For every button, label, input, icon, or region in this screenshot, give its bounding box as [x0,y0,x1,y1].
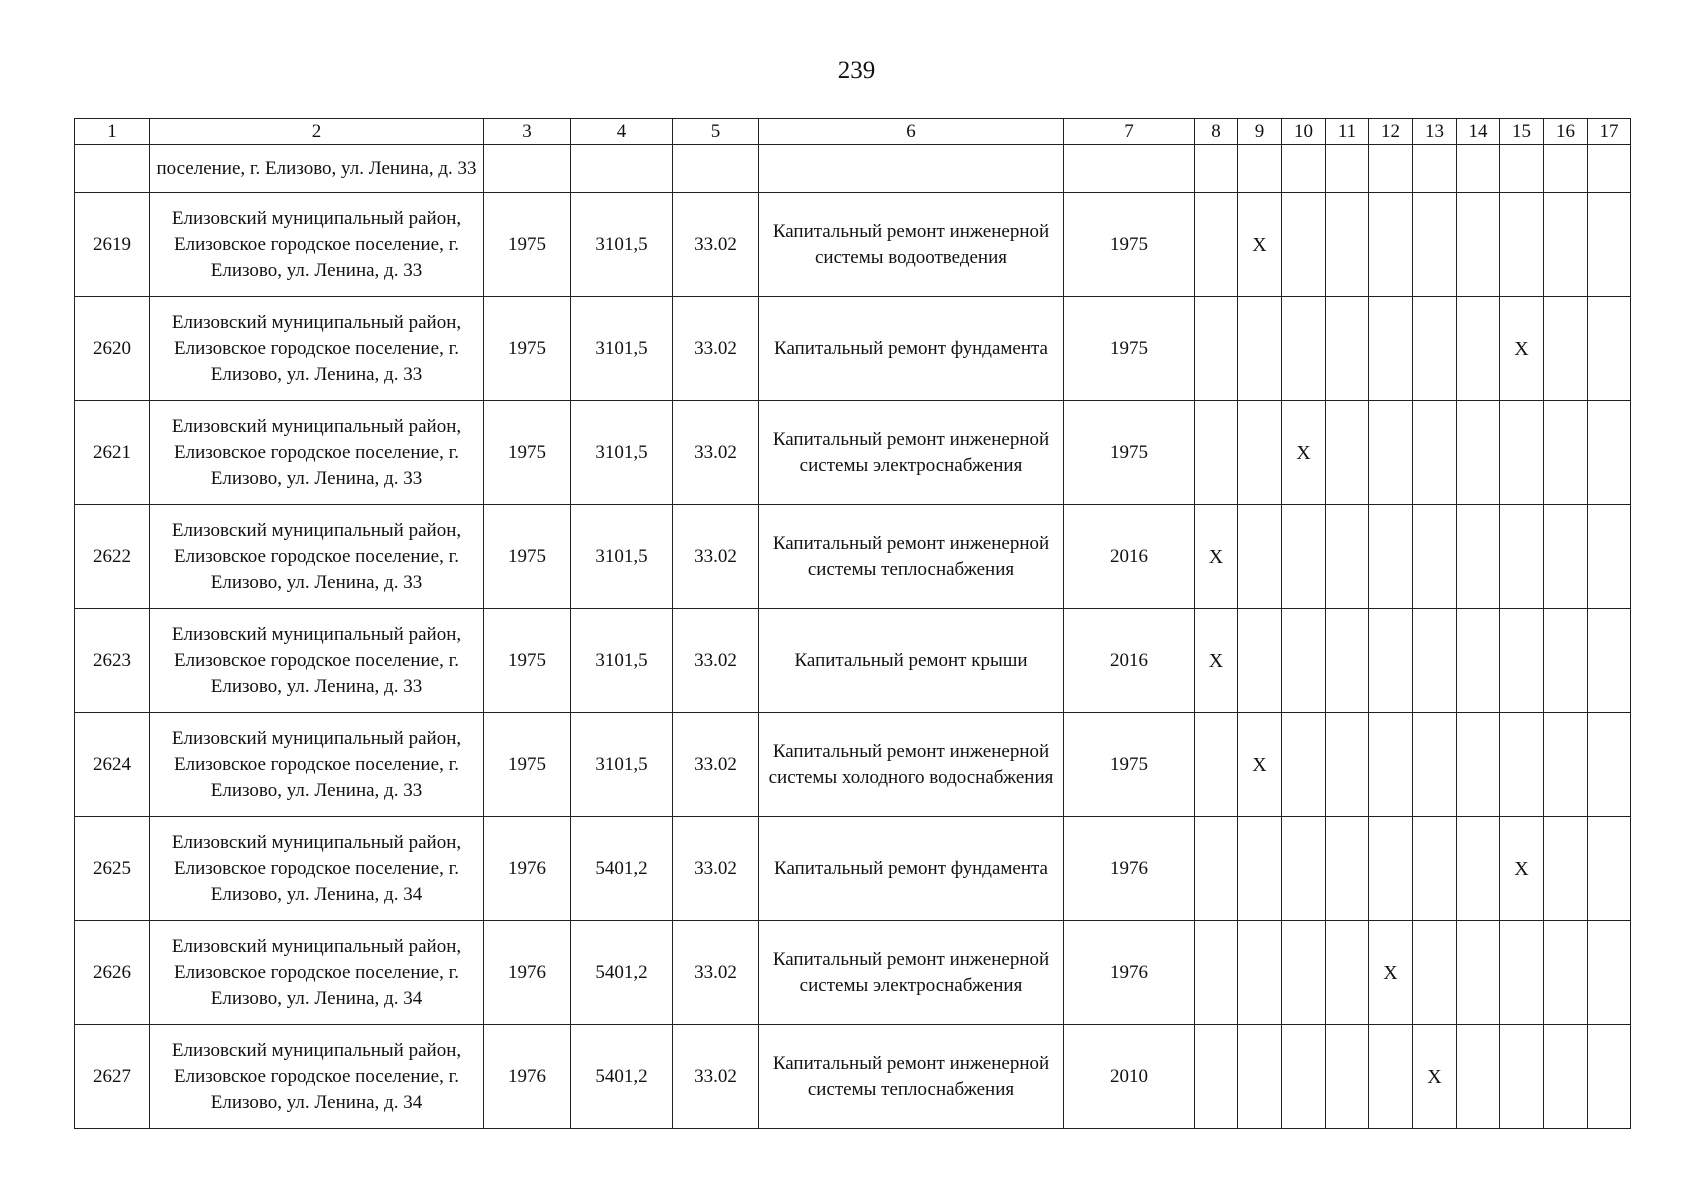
empty-cell [1238,145,1282,193]
mark-cell [1413,609,1457,713]
column-header: 8 [1195,119,1238,145]
code-cell: 33.02 [673,921,759,1025]
address-cell: Елизовский муниципальный район, Елизовское городское поселение, г. Елизово, ул. Ленина, д. 33 [150,297,484,401]
empty-cell [571,145,673,193]
code-cell: 33.02 [673,505,759,609]
column-header: 7 [1064,119,1195,145]
work-type-cell: Капитальный ремонт крыши [759,609,1064,713]
mark-cell [1326,401,1369,505]
mark-cell [1282,713,1326,817]
mark-cell [1544,713,1588,817]
area-cell: 3101,5 [571,609,673,713]
mark-cell [1326,193,1369,297]
mark-cell [1588,921,1631,1025]
mark-cell [1195,297,1238,401]
mark-cell [1238,505,1282,609]
row-number-cell: 2627 [75,1025,150,1129]
column-header: 14 [1457,119,1500,145]
mark-cell [1282,297,1326,401]
work-type-cell: Капитальный ремонт инженерной системы холодного водоснабжения [759,713,1064,817]
mark-cell [1457,297,1500,401]
construction-year-cell: 1976 [484,817,571,921]
mark-cell [1544,297,1588,401]
mark-cell [1457,505,1500,609]
area-cell: 3101,5 [571,297,673,401]
area-cell: 3101,5 [571,713,673,817]
mark-cell [1457,817,1500,921]
mark-cell [1369,713,1413,817]
table-row [75,505,1631,609]
mark-cell [1413,921,1457,1025]
code-cell: 33.02 [673,193,759,297]
mark-cell [1500,921,1544,1025]
mark-cell [1588,817,1631,921]
work-type-cell: Капитальный ремонт инженерной системы электроснабжения [759,401,1064,505]
empty-cell [1457,145,1500,193]
construction-year-cell: 1976 [484,1025,571,1129]
column-header: 16 [1544,119,1588,145]
mark-cell [1282,193,1326,297]
column-header: 12 [1369,119,1413,145]
mark-cell [1457,609,1500,713]
mark-cell [1457,1025,1500,1129]
mark-cell [1195,193,1238,297]
mark-cell [1588,1025,1631,1129]
table-row [75,401,1631,505]
row-number-cell: 2619 [75,193,150,297]
register-table [74,118,1631,1129]
mark-cell [1282,921,1326,1025]
construction-year-cell: 1976 [484,921,571,1025]
address-cell: Елизовский муниципальный район, Елизовское городское поселение, г. Елизово, ул. Ленина, д. 33 [150,401,484,505]
mark-cell [1588,297,1631,401]
empty-cell [1195,145,1238,193]
mark-cell: X [1282,401,1326,505]
construction-year-cell: 1975 [484,193,571,297]
mark-cell [1544,505,1588,609]
year-cell: 2016 [1064,505,1195,609]
empty-cell [1282,145,1326,193]
column-header: 4 [571,119,673,145]
empty-cell [1544,145,1588,193]
mark-cell [1238,609,1282,713]
table-row [75,921,1631,1025]
mark-cell [1238,921,1282,1025]
address-cell: Елизовский муниципальный район, Елизовское городское поселение, г. Елизово, ул. Ленина, д. 34 [150,1025,484,1129]
table-row [75,609,1631,713]
mark-cell [1544,921,1588,1025]
mark-cell: X [1238,713,1282,817]
mark-cell [1195,401,1238,505]
mark-cell: X [1195,609,1238,713]
mark-cell [1369,401,1413,505]
address-cell: Елизовский муниципальный район, Елизовское городское поселение, г. Елизово, ул. Ленина, д. 33 [150,505,484,609]
row-number-cell: 2624 [75,713,150,817]
mark-cell [1369,817,1413,921]
area-cell: 5401,2 [571,1025,673,1129]
code-cell: 33.02 [673,609,759,713]
area-cell: 5401,2 [571,921,673,1025]
mark-cell: X [1413,1025,1457,1129]
mark-cell [1544,609,1588,713]
construction-year-cell: 1975 [484,401,571,505]
address-cell: поселение, г. Елизово, ул. Ленина, д. 33 [150,145,484,193]
mark-cell [1500,401,1544,505]
mark-cell [1369,1025,1413,1129]
column-header: 10 [1282,119,1326,145]
year-cell: 1975 [1064,297,1195,401]
address-cell: Елизовский муниципальный район, Елизовское городское поселение, г. Елизово, ул. Ленина, д. 33 [150,193,484,297]
construction-year-cell: 1975 [484,713,571,817]
mark-cell [1282,817,1326,921]
header-row [75,119,1631,145]
work-type-cell: Капитальный ремонт фундамента [759,817,1064,921]
empty-cell [673,145,759,193]
area-cell: 3101,5 [571,401,673,505]
mark-cell [1588,505,1631,609]
column-header: 3 [484,119,571,145]
mark-cell [1238,401,1282,505]
mark-cell [1326,297,1369,401]
mark-cell [1195,1025,1238,1129]
mark-cell [1457,193,1500,297]
column-header: 1 [75,119,150,145]
row-number-cell: 2626 [75,921,150,1025]
mark-cell [1413,401,1457,505]
column-header: 5 [673,119,759,145]
year-cell: 1976 [1064,921,1195,1025]
mark-cell: X [1238,193,1282,297]
mark-cell [1457,401,1500,505]
empty-cell [484,145,571,193]
column-header: 13 [1413,119,1457,145]
mark-cell [1413,297,1457,401]
work-type-cell: Капитальный ремонт фундамента [759,297,1064,401]
mark-cell: X [1195,505,1238,609]
mark-cell [1588,609,1631,713]
mark-cell [1413,713,1457,817]
mark-cell: X [1500,297,1544,401]
code-cell: 33.02 [673,297,759,401]
empty-cell [1369,145,1413,193]
construction-year-cell: 1975 [484,609,571,713]
mark-cell [1457,713,1500,817]
mark-cell [1238,1025,1282,1129]
empty-cell [1413,145,1457,193]
column-header: 11 [1326,119,1369,145]
work-type-cell: Капитальный ремонт инженерной системы водоотведения [759,193,1064,297]
column-header: 2 [150,119,484,145]
construction-year-cell: 1975 [484,297,571,401]
year-cell: 2016 [1064,609,1195,713]
column-header: 6 [759,119,1064,145]
mark-cell [1326,713,1369,817]
mark-cell [1326,609,1369,713]
column-header: 17 [1588,119,1631,145]
mark-cell [1500,713,1544,817]
mark-cell [1195,817,1238,921]
column-header: 9 [1238,119,1282,145]
mark-cell [1544,1025,1588,1129]
mark-cell [1195,713,1238,817]
table-row [75,713,1631,817]
empty-cell [759,145,1064,193]
row-number-cell: 2623 [75,609,150,713]
table-row [75,297,1631,401]
row-number-cell: 2620 [75,297,150,401]
empty-cell [1064,145,1195,193]
table-row [75,193,1631,297]
row-number-cell: 2622 [75,505,150,609]
mark-cell [1500,505,1544,609]
code-cell: 33.02 [673,1025,759,1129]
mark-cell: X [1500,817,1544,921]
empty-cell [1500,145,1544,193]
page-number: 239 [837,57,876,84]
table-row [75,1025,1631,1129]
work-type-cell: Капитальный ремонт инженерной системы теплоснабжения [759,505,1064,609]
year-cell: 2010 [1064,1025,1195,1129]
area-cell: 3101,5 [571,193,673,297]
mark-cell [1282,1025,1326,1129]
address-cell: Елизовский муниципальный район, Елизовское городское поселение, г. Елизово, ул. Ленина, д. 33 [150,713,484,817]
mark-cell [1369,505,1413,609]
mark-cell [1369,609,1413,713]
code-cell: 33.02 [673,401,759,505]
mark-cell [1238,297,1282,401]
mark-cell [1500,609,1544,713]
row-number-cell: 2625 [75,817,150,921]
mark-cell [1544,817,1588,921]
address-cell: Елизовский муниципальный район, Елизовское городское поселение, г. Елизово, ул. Ленина, д. 34 [150,817,484,921]
table-row [75,817,1631,921]
year-cell: 1975 [1064,193,1195,297]
mark-cell [1282,505,1326,609]
mark-cell [1588,193,1631,297]
continuation-row [75,145,1631,193]
code-cell: 33.02 [673,713,759,817]
mark-cell [1500,193,1544,297]
empty-cell [1588,145,1631,193]
mark-cell [1588,401,1631,505]
work-type-cell: Капитальный ремонт инженерной системы электроснабжения [759,921,1064,1025]
mark-cell [1326,921,1369,1025]
construction-year-cell: 1975 [484,505,571,609]
year-cell: 1976 [1064,817,1195,921]
empty-cell [1326,145,1369,193]
empty-cell [75,145,150,193]
mark-cell [1457,921,1500,1025]
mark-cell [1413,817,1457,921]
mark-cell [1500,1025,1544,1129]
year-cell: 1975 [1064,401,1195,505]
mark-cell: X [1369,921,1413,1025]
mark-cell [1413,505,1457,609]
year-cell: 1975 [1064,713,1195,817]
mark-cell [1544,193,1588,297]
mark-cell [1413,193,1457,297]
column-header: 15 [1500,119,1544,145]
area-cell: 3101,5 [571,505,673,609]
mark-cell [1282,609,1326,713]
mark-cell [1326,817,1369,921]
mark-cell [1238,817,1282,921]
row-number-cell: 2621 [75,401,150,505]
mark-cell [1195,921,1238,1025]
code-cell: 33.02 [673,817,759,921]
mark-cell [1369,193,1413,297]
address-cell: Елизовский муниципальный район, Елизовское городское поселение, г. Елизово, ул. Ленина, д. 33 [150,609,484,713]
mark-cell [1544,401,1588,505]
mark-cell [1588,713,1631,817]
address-cell: Елизовский муниципальный район, Елизовское городское поселение, г. Елизово, ул. Ленина, д. 34 [150,921,484,1025]
mark-cell [1326,505,1369,609]
mark-cell [1326,1025,1369,1129]
work-type-cell: Капитальный ремонт инженерной системы теплоснабжения [759,1025,1064,1129]
area-cell: 5401,2 [571,817,673,921]
mark-cell [1369,297,1413,401]
